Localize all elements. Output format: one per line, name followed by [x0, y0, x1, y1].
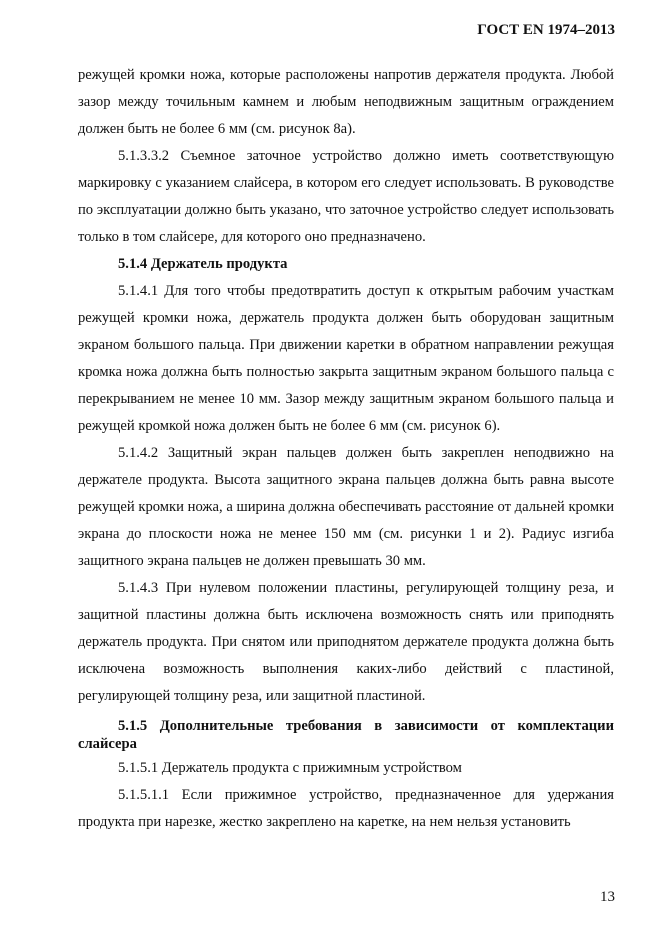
section-heading-5-1-5: 5.1.5 Дополнительные требования в зависимости от комплектации слайсера	[78, 718, 614, 752]
paragraph-5-1-3-3-2: 5.1.3.3.2 Съемное заточное устройство должно иметь соответствующую маркировку с указанием слайсера, в котором его следует использовать. В руководстве по эксплуатации должно быть указано, что заточное устройство следует использовать только в том слайсере, для которого оно предназначено.	[78, 148, 614, 245]
paragraph-5-1-4-2: 5.1.4.2 Защитный экран пальцев должен быть закреплен неподвижно на держателе продукта. Высота защитного экрана пальцев должна быть равна высоте режущей кромки ножа, а ширина должна обеспечивать расстояние от дальней кромки экрана до плоскости ножа не менее 150 мм (см. рисунки 1 и 2). Радиус изгиба защитного экрана пальцев не должен превышать 30 мм.	[78, 445, 614, 569]
paragraph-5-1-4-3: 5.1.4.3 При нулевом положении пластины, регулирующей толщину реза, и защитной пластины должна быть исключена возможность снять или приподнять держатель продукта. При снятом или приподнятом держателе продукта должна быть исключена возможность выполнения каких-либо действий с пластиной, регулирующей толщину реза, или защитной пластиной.	[78, 580, 614, 704]
paragraph-5-1-4-1: 5.1.4.1 Для того чтобы предотвратить доступ к открытым рабочим участкам режущей кромки ножа, держатель продукта должен быть оборудован защитным экраном большого пальца. При движении каретки в обратном направлении режущая кромка ножа должна быть полностью закрыта защитным экраном большого пальца с перекрыванием не менее 10 мм. Зазор между защитным экраном большого пальца и режущей кромкой ножа должен быть не более 6 мм (см. рисунок 6).	[78, 283, 614, 434]
subsection-5-1-5-1: 5.1.5.1 Держатель продукта с прижимным устройством	[118, 760, 462, 776]
page-number: 13	[600, 889, 615, 905]
paragraph-5-1-5-1-1: 5.1.5.1.1 Если прижимное устройство, предназначенное для удержания продукта при нарезке, жестко закреплено на каретке, на нем нельзя установить	[78, 787, 614, 830]
paragraph-continuation: режущей кромки ножа, которые расположены напротив держателя продукта. Любой зазор между точильным камнем и любым неподвижным защитным ограждением должен быть не более 6 мм (см. рисунок 8а).	[78, 67, 614, 137]
document-code: ГОСТ EN 1974–2013	[477, 22, 615, 38]
section-heading-5-1-4: 5.1.4 Держатель продукта	[118, 256, 288, 272]
page-body	[78, 62, 614, 836]
